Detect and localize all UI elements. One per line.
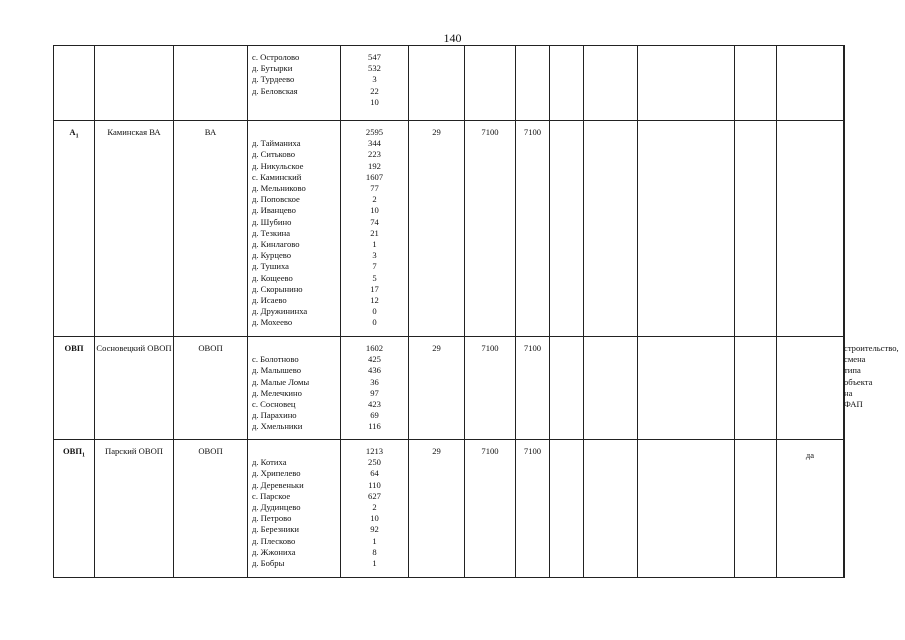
- facility-type-cell: [174, 440, 248, 578]
- population-value: 2595: [365, 127, 384, 137]
- empty-cell: [584, 440, 638, 578]
- settlement-name: с. Каминский: [252, 171, 302, 182]
- population-cell: [341, 440, 409, 578]
- facility-name-cell: [95, 440, 174, 578]
- facility-code-cell: [54, 121, 95, 337]
- value-cell-2: [465, 440, 516, 578]
- facility-name-cell: [95, 337, 174, 440]
- note-text: строительство, смена типа объекта на ФАП: [844, 343, 899, 410]
- population-value: 1213: [365, 446, 384, 456]
- facility-name: Каминская ВА: [107, 127, 161, 137]
- flag-value: да: [805, 450, 815, 460]
- settlement-name: д. Дружининха: [252, 306, 308, 317]
- settlement-name: д. Турдеево: [252, 74, 295, 85]
- note-cell: [844, 440, 845, 578]
- population-value: 532: [368, 63, 381, 74]
- empty-cell: [638, 121, 735, 337]
- population-value: 10: [370, 205, 379, 216]
- facility-code-cell: [54, 337, 95, 440]
- value-2: 7100: [481, 343, 499, 353]
- settlement-name: д. Курцево: [252, 250, 292, 261]
- empty-cell: [584, 337, 638, 440]
- empty-cell: [735, 46, 777, 121]
- note-cell: [844, 337, 899, 440]
- facility-name-cell: [95, 46, 174, 121]
- settlement-name: д. Шубино: [252, 216, 292, 227]
- settlement-name: д. Бобры: [252, 558, 285, 569]
- population-value: 116: [368, 421, 381, 432]
- settlement-name: д. Березники: [252, 524, 300, 535]
- value-1: 29: [432, 127, 441, 137]
- settlement-name: с. Остролово: [252, 52, 300, 62]
- flag-cell: [777, 440, 844, 578]
- empty-cell: [638, 337, 735, 440]
- table-row: [54, 440, 845, 578]
- table-row: [54, 337, 845, 440]
- population-value: 7: [372, 261, 377, 272]
- settlement-name: д. Никульское: [252, 160, 304, 171]
- facility-type: ОВОП: [198, 446, 223, 456]
- value-cell-2: [465, 121, 516, 337]
- facility-code: ОВП: [64, 343, 84, 353]
- settlement-name: д. Тушиха: [252, 261, 290, 272]
- population-value: 92: [370, 524, 379, 535]
- facility-type-cell: [174, 121, 248, 337]
- facility-code-subscript: 1: [82, 452, 86, 459]
- population-value: 3: [372, 250, 377, 261]
- empty-cell: [550, 337, 584, 440]
- facility-type-cell: [174, 46, 248, 121]
- population-value: 344: [368, 138, 381, 149]
- population-cell: [341, 121, 409, 337]
- value-cell-2: [465, 337, 516, 440]
- empty-cell: [638, 46, 735, 121]
- empty-cell: [584, 121, 638, 337]
- facility-name-cell: [95, 121, 174, 337]
- population-value: 10: [370, 96, 379, 107]
- population-cell: [341, 337, 409, 440]
- population-value: 36: [370, 376, 379, 387]
- value-1: 29: [432, 446, 441, 456]
- settlement-name: д. Тайманиха: [252, 138, 301, 149]
- flag-cell: [777, 46, 844, 121]
- population-value: 97: [370, 387, 379, 398]
- population-value: 423: [368, 399, 381, 410]
- settlement-name: д. Дудинцево: [252, 502, 301, 512]
- population-value: 74: [370, 216, 379, 227]
- population-value: 547: [368, 52, 381, 62]
- settlement-name: д. Мохеево: [252, 317, 293, 328]
- empty-cell: [735, 440, 777, 578]
- value-cell-2: [465, 46, 516, 121]
- value-cell-1: [409, 440, 465, 578]
- population-value: 3: [372, 74, 377, 85]
- population-value: 64: [370, 468, 379, 479]
- facility-type-cell: [174, 337, 248, 440]
- settlements-cell: [248, 440, 341, 578]
- settlement-name: д. Мельниково: [252, 183, 306, 193]
- settlement-name: с. Сосновец: [252, 399, 296, 409]
- note-cell: [844, 46, 845, 121]
- empty-cell: [735, 337, 777, 440]
- value-cell-3: [516, 440, 550, 578]
- population-value: 627: [368, 490, 381, 501]
- table-row: [54, 46, 845, 121]
- settlement-name: д. Петрово: [252, 513, 292, 524]
- facility-name: Сосновецкий ОВОП: [96, 343, 172, 353]
- facility-name: Парский ОВОП: [104, 446, 163, 456]
- population-value: 17: [370, 283, 379, 294]
- population-value: 10: [370, 513, 379, 524]
- value-cell-1: [409, 337, 465, 440]
- population-value: 5: [372, 272, 377, 283]
- population-value: 2: [372, 502, 377, 513]
- empty-cell: [550, 46, 584, 121]
- facility-code: ОВП: [62, 446, 83, 456]
- settlement-name: д. Тезкина: [252, 227, 291, 238]
- settlement-name: д. Кинлагово: [252, 239, 300, 250]
- population-value: 1602: [365, 343, 384, 353]
- value-cell-3: [516, 121, 550, 337]
- population-cell: [341, 46, 409, 121]
- population-value: 12: [370, 295, 379, 306]
- settlements-cell: [248, 337, 341, 440]
- value-3: 7100: [523, 446, 542, 456]
- facility-code: А: [69, 127, 76, 137]
- population-value: 110: [368, 479, 381, 490]
- settlement-name: д. Бутырки: [252, 63, 293, 74]
- facility-type: ОВОП: [198, 343, 223, 353]
- value-2: 7100: [481, 127, 499, 137]
- population-value: 425: [368, 354, 381, 365]
- settlement-name: д. Малышево: [252, 365, 301, 376]
- empty-cell: [550, 440, 584, 578]
- empty-cell: [584, 46, 638, 121]
- settlement-name: д. Малые Ломы: [252, 376, 310, 387]
- population-value: 1: [372, 558, 377, 569]
- settlement-name: с. Парское: [252, 490, 291, 501]
- value-cell-1: [409, 46, 465, 121]
- population-value: 21: [370, 227, 379, 238]
- settlement-name: д. Ситьково: [252, 149, 296, 160]
- settlement-name: д. Парахино: [252, 410, 297, 421]
- value-cell-1: [409, 121, 465, 337]
- settlement-name: д. Хмельники: [252, 421, 303, 432]
- settlements-cell: [248, 46, 341, 121]
- value-1: 29: [432, 343, 441, 353]
- empty-cell: [638, 440, 735, 578]
- population-value: 250: [368, 457, 381, 468]
- population-value: 1: [372, 535, 377, 546]
- facilities-table: [53, 45, 899, 578]
- settlement-name: д. Скорынино: [252, 283, 303, 294]
- settlement-name: д. Кощеево: [252, 272, 293, 283]
- facility-code-cell: [54, 46, 95, 121]
- settlement-name: д. Исаево: [252, 295, 287, 306]
- population-value: 0: [372, 317, 377, 328]
- population-value: 69: [370, 410, 379, 421]
- flag-cell: [777, 337, 844, 440]
- facility-code-cell: [54, 440, 95, 578]
- population-value: 436: [368, 365, 381, 376]
- population-value: 22: [370, 85, 379, 96]
- population-value: 2: [372, 194, 377, 205]
- note-cell: [844, 121, 845, 337]
- population-value: 1607: [365, 171, 384, 182]
- settlement-name: д. Жжониха: [252, 546, 296, 557]
- settlement-name: д. Иванцево: [252, 205, 296, 216]
- settlement-name: д. Плесково: [252, 535, 296, 546]
- facility-type: ВА: [204, 127, 217, 137]
- value-cell-3: [516, 46, 550, 121]
- population-value: 223: [368, 149, 381, 160]
- population-value: 8: [372, 546, 377, 557]
- settlement-name: д. Деревеньки: [252, 479, 304, 490]
- facility-code-subscript: 1: [75, 133, 79, 140]
- page-number: 140: [443, 31, 462, 45]
- empty-cell: [550, 121, 584, 337]
- value-3: 7100: [523, 343, 542, 353]
- population-value: 192: [368, 160, 381, 171]
- population-value: 0: [372, 306, 377, 317]
- table-row: [54, 121, 845, 337]
- value-cell-3: [516, 337, 550, 440]
- settlement-name: д. Мелечкино: [252, 387, 302, 398]
- settlements-cell: [248, 121, 341, 337]
- settlement-name: с. Болотново: [252, 354, 299, 365]
- settlement-name: д. Хрипелево: [252, 468, 301, 479]
- empty-cell: [735, 121, 777, 337]
- value-3: 7100: [523, 127, 542, 137]
- flag-cell: [777, 121, 844, 337]
- population-value: 77: [370, 183, 379, 194]
- settlement-name: д. Котиха: [252, 457, 287, 468]
- settlement-name: д. Беловская: [252, 85, 298, 96]
- settlement-name: д. Поповское: [252, 194, 300, 205]
- population-value: 1: [372, 239, 377, 250]
- value-2: 7100: [481, 446, 499, 456]
